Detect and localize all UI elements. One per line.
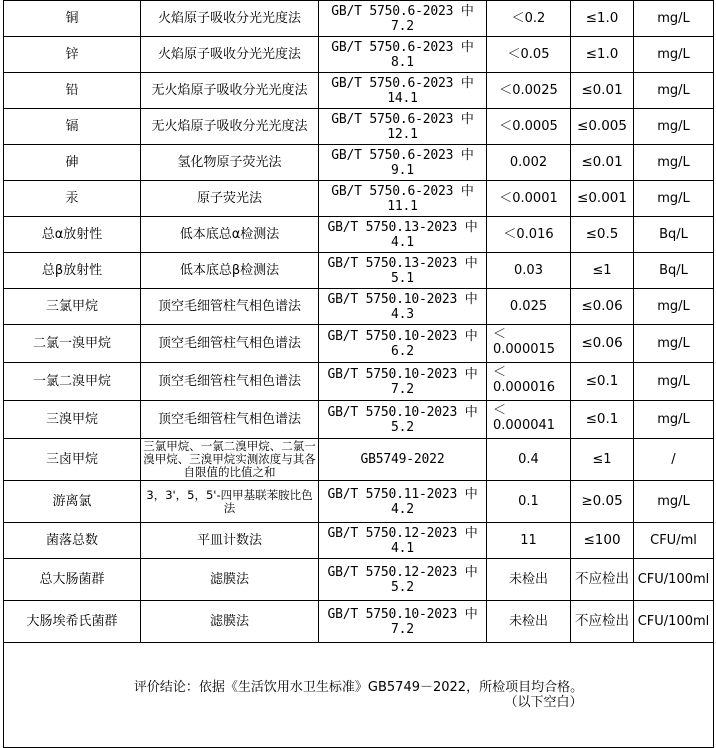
standard-cell: GB/T 5750.6-2023 中 11.1 [319,181,487,217]
result-cell: ＜0.05 [487,37,571,73]
unit-cell: mg/L [634,109,714,145]
table-row [4,145,714,181]
unit-cell: Bq/L [634,217,714,253]
unit-cell: mg/L [634,73,714,109]
unit-cell: Bq/L [634,253,714,289]
result-cell: 0.1 [487,481,571,523]
blank-below-note: （以下空白） [504,695,583,710]
unit-cell: / [634,439,714,481]
table-row [4,401,714,439]
unit-cell: mg/L [634,363,714,401]
result-cell: ＜0.2 [487,1,571,37]
standard-cell: GB/T 5750.12-2023 中 4.1 [319,523,487,559]
result-cell: ＜0.016 [487,217,571,253]
method-cell: 顶空毛细管柱气相色谱法 [141,401,319,439]
item-cell: 总β放射性 [4,253,141,289]
method-cell: 顶空毛细管柱气相色谱法 [141,363,319,401]
limit-cell: ≤0.5 [571,217,634,253]
unit-cell: mg/L [634,181,714,217]
standard-cell: GB/T 5750.13-2023 中 4.1 [319,217,487,253]
table-row [4,523,714,559]
table-row [4,439,714,481]
item-cell: 总大肠菌群 [4,559,141,601]
unit-cell: mg/L [634,401,714,439]
standard-cell: GB/T 5750.13-2023 中 5.1 [319,253,487,289]
limit-cell: ≥0.05 [571,481,634,523]
method-cell: 低本底总α检测法 [141,217,319,253]
limit-cell: ≤1.0 [571,37,634,73]
item-cell: 锌 [4,37,141,73]
result-cell: 0.002 [487,145,571,181]
limit-cell: ≤1 [571,439,634,481]
standard-cell: GB/T 5750.6-2023 中 9.1 [319,145,487,181]
method-cell: 火焰原子吸收分光光度法 [141,1,319,37]
result-cell: ＜0.0005 [487,109,571,145]
unit-cell: CFU/100ml [634,601,714,643]
item-cell: 二氯一溴甲烷 [4,325,141,363]
result-cell: 11 [487,523,571,559]
limit-cell: ≤0.005 [571,109,634,145]
unit-cell: mg/L [634,289,714,325]
method-cell: 三氯甲烷、一氯二溴甲烷、二氯一溴甲烷、三溴甲烷实测浓度与其各自限值的比值之和 [141,439,319,481]
table-row [4,601,714,643]
method-cell: 无火焰原子吸收分光光度法 [141,109,319,145]
result-cell: ＜0.000015 [487,325,571,363]
table-row [4,217,714,253]
item-cell: 大肠埃希氏菌群 [4,601,141,643]
unit-cell: mg/L [634,325,714,363]
table-row [4,481,714,523]
method-cell: 平皿计数法 [141,523,319,559]
standard-cell: GB/T 5750.10-2023 中 7.2 [319,363,487,401]
standard-cell: GB5749-2022 [319,439,487,481]
result-cell: 0.03 [487,253,571,289]
conclusion-row [4,643,714,748]
table-row [4,37,714,73]
table-row [4,1,714,37]
unit-cell: mg/L [634,481,714,523]
item-cell: 总α放射性 [4,217,141,253]
item-cell: 三卤甲烷 [4,439,141,481]
item-cell: 一氯二溴甲烷 [4,363,141,401]
result-cell: 未检出 [487,559,571,601]
limit-cell: ≤0.06 [571,325,634,363]
limit-cell: ≤0.001 [571,181,634,217]
item-cell: 镉 [4,109,141,145]
test-results-table [3,0,714,748]
item-cell: 砷 [4,145,141,181]
method-cell: 顶空毛细管柱气相色谱法 [141,325,319,363]
limit-cell: ≤1.0 [571,1,634,37]
unit-cell: CFU/ml [634,523,714,559]
item-cell: 铅 [4,73,141,109]
result-cell: ＜0.0001 [487,181,571,217]
standard-cell: GB/T 5750.6-2023 中 12.1 [319,109,487,145]
table-row [4,109,714,145]
method-cell: 低本底总β检测法 [141,253,319,289]
result-cell: 未检出 [487,601,571,643]
limit-cell: 不应检出 [571,601,634,643]
standard-cell: GB/T 5750.12-2023 中 5.2 [319,559,487,601]
method-cell: 顶空毛细管柱气相色谱法 [141,289,319,325]
result-cell: 0.025 [487,289,571,325]
method-cell: 氢化物原子荧光法 [141,145,319,181]
standard-cell: GB/T 5750.10-2023 中 7.2 [319,601,487,643]
item-cell: 汞 [4,181,141,217]
limit-cell: ≤1 [571,253,634,289]
limit-cell: ≤0.1 [571,401,634,439]
unit-cell: mg/L [634,1,714,37]
standard-cell: GB/T 5750.6-2023 中 7.2 [319,1,487,37]
result-cell: ＜0.000016 [487,363,571,401]
limit-cell: 不应检出 [571,559,634,601]
table-row [4,253,714,289]
standard-cell: GB/T 5750.6-2023 中 8.1 [319,37,487,73]
limit-cell: ≤0.06 [571,289,634,325]
unit-cell: mg/L [634,145,714,181]
unit-cell: CFU/100ml [634,559,714,601]
table-row [4,289,714,325]
method-cell: 原子荧光法 [141,181,319,217]
method-cell: 滤膜法 [141,601,319,643]
result-cell: ＜0.000041 [487,401,571,439]
standard-cell: GB/T 5750.10-2023 中 6.2 [319,325,487,363]
standard-cell: GB/T 5750.6-2023 中 14.1 [319,73,487,109]
item-cell: 三溴甲烷 [4,401,141,439]
table-row [4,363,714,401]
method-cell: 无火焰原子吸收分光光度法 [141,73,319,109]
standard-cell: GB/T 5750.11-2023 中 4.2 [319,481,487,523]
item-cell: 游离氯 [4,481,141,523]
method-cell: 火焰原子吸收分光光度法 [141,37,319,73]
standard-cell: GB/T 5750.10-2023 中 4.3 [319,289,487,325]
limit-cell: ≤0.01 [571,145,634,181]
table-row [4,73,714,109]
table-row [4,181,714,217]
item-cell: 铜 [4,1,141,37]
result-cell: 0.4 [487,439,571,481]
limit-cell: ≤0.1 [571,363,634,401]
limit-cell: ≤0.01 [571,73,634,109]
unit-cell: mg/L [634,37,714,73]
limit-cell: ≤100 [571,523,634,559]
table-row [4,325,714,363]
table-row [4,559,714,601]
table-body [4,1,714,643]
method-cell: 3，3'，5，5'-四甲基联苯胺比色法 [141,481,319,523]
method-cell: 滤膜法 [141,559,319,601]
standard-cell: GB/T 5750.10-2023 中 5.2 [319,401,487,439]
conclusion-text: 评价结论：依据《生活饮用水卫生标准》GB5749－2022，所检项目均合格。 [133,680,584,695]
conclusion-cell [4,643,714,748]
item-cell: 三氯甲烷 [4,289,141,325]
result-cell: ＜0.0025 [487,73,571,109]
item-cell: 菌落总数 [4,523,141,559]
